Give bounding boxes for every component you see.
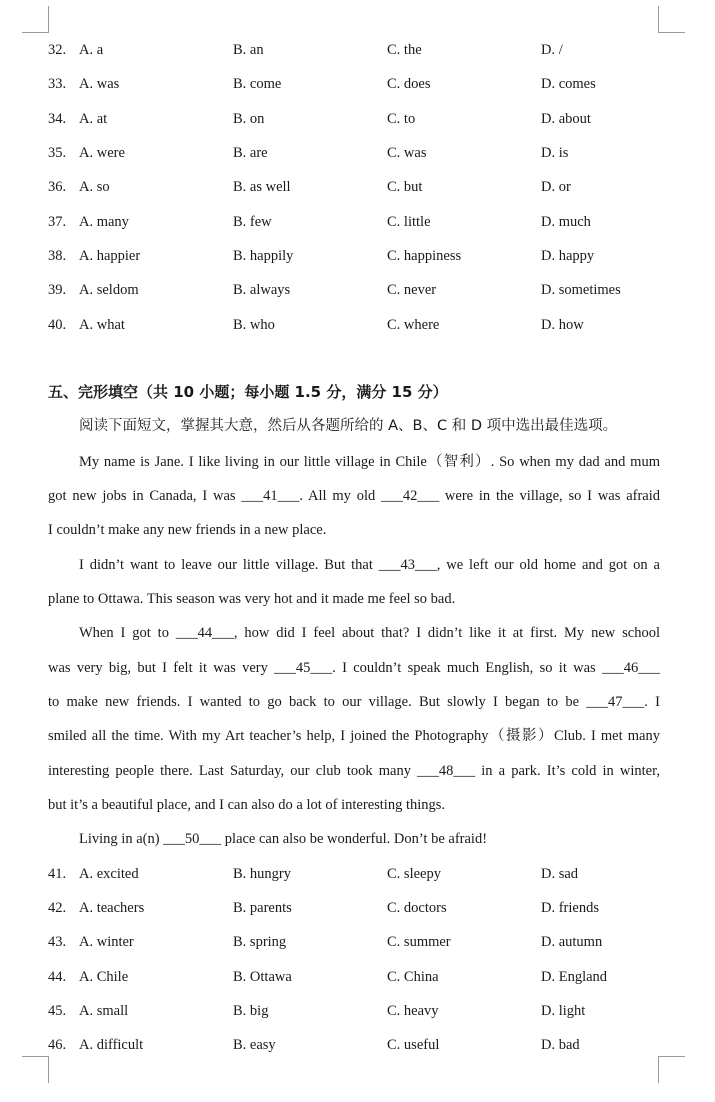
passage-line: I didn’t want to leave our little village. But that ___43___, we left our old home and got on a [79,557,660,573]
option-d: D. light [541,1003,586,1019]
option-a: A. many [79,214,129,230]
option-c: C. little [387,214,431,230]
question-row [48,1001,668,1021]
question-row [48,864,668,884]
question-number: 39. [48,282,67,298]
option-d: D. autumn [541,934,603,950]
option-a: A. seldom [79,282,139,298]
option-c: C. never [387,282,437,298]
question-row [48,74,668,94]
option-c: C. happiness [387,248,462,264]
question-number: 40. [48,317,67,333]
question-number: 44. [48,969,67,985]
option-a: A. at [79,111,108,127]
question-row [48,246,668,266]
option-b: B. on [233,111,265,127]
option-d: D. or [541,179,571,195]
passage-line: interesting people there. Last Saturday, our club took many ___48___ in a park. It’s cold in winter, [48,763,660,779]
option-c: C. but [387,179,423,195]
question-row [48,315,668,335]
question-row [48,143,668,163]
passage-line: smiled all the time. With my Art teacher’s help, I joined the Photography（摄影）Club. I met many [48,728,660,744]
question-number: 37. [48,214,67,230]
option-a: A. small [79,1003,129,1019]
question-number: 34. [48,111,67,127]
question-number: 42. [48,900,67,916]
option-a: A. were [79,145,125,161]
passage-line: was very big, but I felt it was very ___45___. I couldn’t speak much English, so it was ___46___ [48,660,660,676]
question-row [48,177,668,197]
question-row [48,212,668,232]
option-c: C. the [387,42,422,58]
option-c: C. where [387,317,440,333]
option-c: C. useful [387,1037,440,1053]
question-row [48,967,668,987]
passage-line: I couldn’t make any new friends in a new place. [48,522,327,538]
option-b: B. come [233,76,282,92]
option-c: C. was [387,145,427,161]
option-c: C. summer [387,934,451,950]
option-b: B. hungry [233,866,291,882]
option-a: A. teachers [79,900,145,916]
option-a: A. what [79,317,125,333]
option-a: A. winter [79,934,134,950]
option-a: A. a [79,42,104,58]
corner-mark-top-right [658,6,685,33]
option-a: A. was [79,76,120,92]
option-b: B. are [233,145,268,161]
option-c: C. sleepy [387,866,441,882]
option-d: D. is [541,145,569,161]
question-number: 35. [48,145,67,161]
option-b: B. always [233,282,291,298]
option-d: D. / [541,42,563,58]
option-a: A. difficult [79,1037,144,1053]
option-d: D. comes [541,76,596,92]
question-number: 38. [48,248,67,264]
passage-line: plane to Ottawa. This season was very hot and it made me feel so bad. [48,591,456,607]
option-d: D. friends [541,900,599,916]
option-b: B. who [233,317,275,333]
question-row [48,932,668,952]
question-number: 43. [48,934,67,950]
option-d: D. England [541,969,608,985]
passage-line: got new jobs in Canada, I was ___41___. All my old ___42___ were in the village, so I was afraid [48,488,660,504]
option-b: B. easy [233,1037,276,1053]
option-c: C. heavy [387,1003,439,1019]
question-number: 33. [48,76,67,92]
option-d: D. bad [541,1037,580,1053]
option-b: B. big [233,1003,269,1019]
question-row [48,109,668,129]
option-b: B. Ottawa [233,969,292,985]
question-row [48,1035,668,1055]
option-c: C. doctors [387,900,447,916]
passage-line: Living in a(n) ___50___ place can also be wonderful. Don’t be afraid! [79,831,488,847]
corner-mark-bottom-left [22,1056,49,1083]
option-b: B. few [233,214,272,230]
option-a: A. happier [79,248,141,264]
passage-line: but it’s a beautiful place, and I can also do a lot of interesting things. [48,797,446,813]
corner-mark-bottom-right [658,1056,685,1083]
option-a: A. Chile [79,969,129,985]
question-number: 36. [48,179,67,195]
option-b: B. parents [233,900,292,916]
option-b: B. spring [233,934,287,950]
question-number: 46. [48,1037,67,1053]
option-c: C. to [387,111,416,127]
option-a: A. so [79,179,110,195]
question-number: 45. [48,1003,67,1019]
option-c: C. does [387,76,431,92]
question-row [48,898,668,918]
option-d: D. how [541,317,584,333]
option-a: A. excited [79,866,139,882]
question-row [48,280,668,300]
option-d: D. sad [541,866,579,882]
option-d: D. sometimes [541,282,621,298]
option-c: C. China [387,969,439,985]
passage-line: When I got to ___44___, how did I feel about that? I didn’t like it at first. My new school [79,625,660,641]
option-d: D. about [541,111,591,127]
question-row [48,40,668,60]
corner-mark-top-left [22,6,49,33]
option-b: B. happily [233,248,294,264]
section-instruction: 阅读下面短文，掌握其大意，然后从各题所给的 A、B、C 和 D 项中选出最佳选项。 [79,418,618,434]
option-b: B. as well [233,179,291,195]
option-d: D. much [541,214,591,230]
option-d: D. happy [541,248,595,264]
question-number: 41. [48,866,67,882]
section-heading: 五、完形填空（共 10 小题；每小题 1.5 分，满分 15 分） [48,383,448,401]
option-b: B. an [233,42,264,58]
passage-line: My name is Jane. I like living in our little village in Chile（智利）. So when my dad and mum [79,454,660,470]
passage-line: to make new friends. I wanted to go back to our village. But slowly I began to be ___47___. I [48,694,660,710]
question-number: 32. [48,42,67,58]
